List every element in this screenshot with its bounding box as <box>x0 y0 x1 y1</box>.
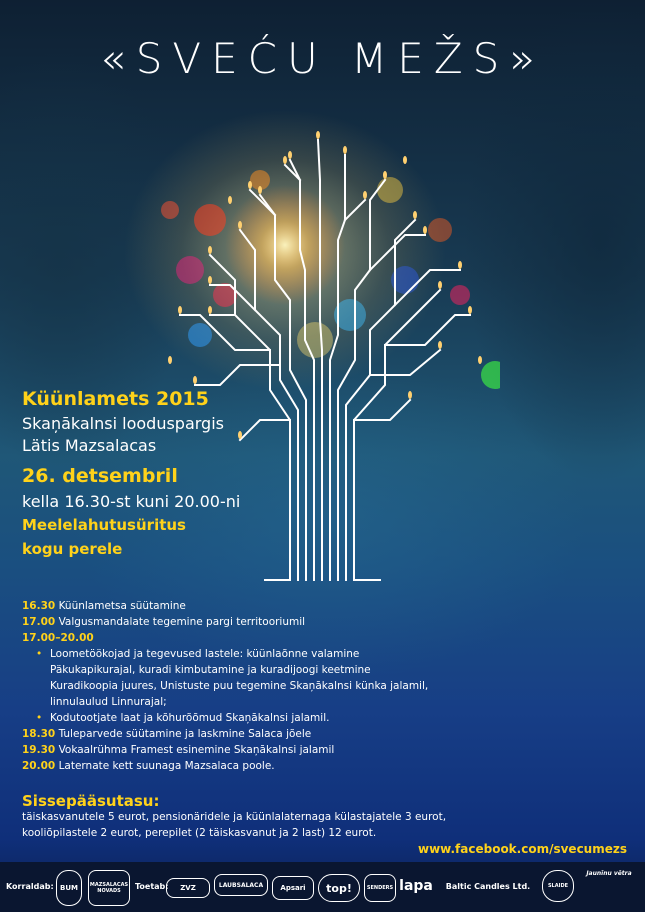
fee-line: kooliõpilastele 2 eurot, perepilet (2 täiskasvanut ja 2 last) 12 eurot. <box>22 827 377 839</box>
schedule-time: 16.30 <box>22 600 56 612</box>
schedule-text: Vokaalrühma Framest esinemine Skaņākalnsi jalamil <box>58 744 335 756</box>
event-tagline-2: kogu perele <box>22 540 123 558</box>
event-place-1: Skaņākalnsi looduspargis <box>22 414 224 433</box>
schedule-item <box>22 742 622 758</box>
schedule-bullet-cont: Kuradikoopia juures, Unistuste puu tegemine Skaņākalnsi künka jalamil, <box>50 680 429 692</box>
schedule-text: Tuleparvede süütamine ja laskmine Salaca jõele <box>58 728 312 740</box>
schedule-item <box>22 614 622 630</box>
logo-lapa: lapa <box>399 878 433 894</box>
logo-laubsalaca: LAUBSALACA <box>214 874 268 896</box>
schedule-time: 20.00 <box>22 760 56 772</box>
organizers-label: Korraldab: <box>6 882 54 891</box>
logo-senders: SENDERS <box>364 874 396 902</box>
schedule-item <box>22 630 622 646</box>
logo-apsari: Apsari <box>272 876 314 900</box>
logo-jaunlinu-vetra: Jaunīnu vētra <box>586 870 632 877</box>
logo-zvz: ZVZ <box>166 878 210 898</box>
schedule-text: Küünlametsa süütamine <box>58 600 186 612</box>
event-tagline-1: Meelelahutusüritus <box>22 516 186 534</box>
schedule-text: Valgusmandalate tegemine pargi territooriumil <box>58 616 306 628</box>
schedule-bullet: • Loometöökojad ja tegevused lastele: küünlaõnne valamine <box>22 646 622 662</box>
event-place-2: Lätis Mazsalacas <box>22 436 157 455</box>
fee-details <box>22 809 446 841</box>
poster-title: «SVEĆU MEŽS» <box>100 34 545 83</box>
logo-bum: BUM <box>56 870 82 906</box>
schedule-bullet-cont: linnulaulud Linnurajal; <box>50 696 167 708</box>
logo-slaide: SLAIDE <box>542 870 574 902</box>
supporters-label: Toetab: <box>135 882 169 891</box>
schedule-text: Laternate kett suunaga Mazsalaca poole. <box>58 760 275 772</box>
schedule-time: 17.00–20.00 <box>22 632 94 644</box>
sponsor-footer <box>0 862 645 912</box>
schedule-bullet-cont: Päkukapikurajal, kuradi kimbutamine ja kuradijoogi keetmine <box>50 664 371 676</box>
schedule-item <box>22 598 622 614</box>
schedule-item <box>22 758 622 774</box>
schedule-time: 19.30 <box>22 744 56 756</box>
fee-line: täiskasvanutele 5 eurot, pensionäridele ja küünlalaternaga külastajatele 3 eurot, <box>22 811 447 823</box>
schedule <box>22 598 622 774</box>
schedule-time: 17.00 <box>22 616 56 628</box>
event-date: 26. detsembril <box>22 465 178 487</box>
fee-heading: Sissepääsutasu: <box>22 792 160 810</box>
facebook-link[interactable]: www.facebook.com/svecumezs <box>417 842 627 856</box>
schedule-item <box>22 726 622 742</box>
schedule-time: 18.30 <box>22 728 56 740</box>
logo-mazsalacas-novads: MAZSALACAS NOVADS <box>88 870 130 906</box>
candle-tree-illustration <box>140 120 500 590</box>
logo-top: top! <box>318 874 360 902</box>
logo-baltic-candles: Baltic Candles Ltd. <box>445 881 531 891</box>
event-time: kella 16.30-st kuni 20.00-ni <box>22 492 241 511</box>
schedule-bullet: • Kodutootjate laat ja kõhurõõmud Skaņākalnsi jalamil. <box>22 710 622 726</box>
event-name: Küünlamets 2015 <box>22 388 209 410</box>
